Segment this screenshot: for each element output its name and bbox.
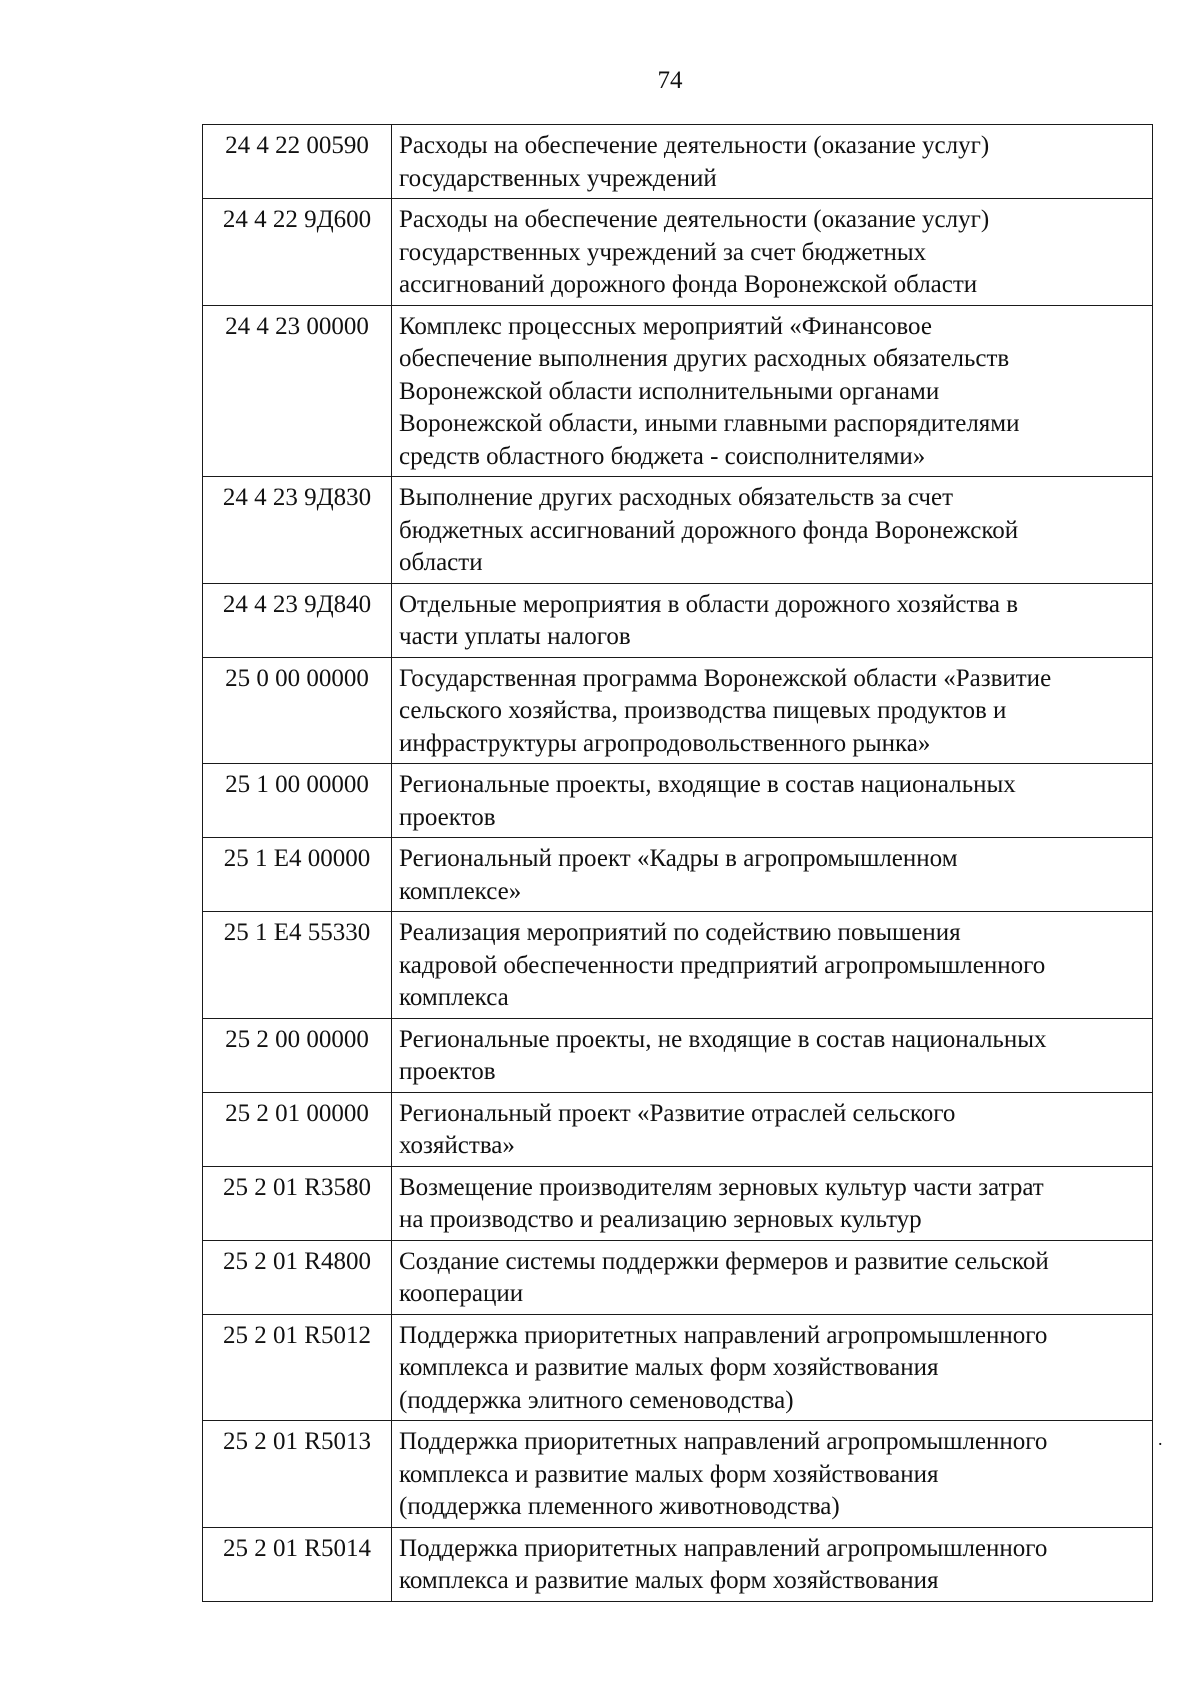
classification-code: 25 2 00 00000 (203, 1018, 392, 1092)
description-line: бюджетных ассигнований дорожного фонда Воронежской (399, 516, 1019, 544)
description-line: Выполнение других расходных обязательств за счет (399, 484, 953, 511)
expense-description (392, 657, 1153, 764)
table-row (203, 1421, 1153, 1528)
table-row (203, 125, 1153, 199)
description-line: проектов (399, 803, 496, 831)
table-row (203, 912, 1153, 1019)
description-line: Региональный проект «Развитие отраслей сельского (399, 1099, 956, 1127)
expense-description (392, 1240, 1153, 1314)
table-row (203, 305, 1153, 477)
description-line: Государственная программа Воронежской области «Развитие (399, 664, 1052, 692)
description-line: проектов (399, 1058, 496, 1085)
expense-description (392, 125, 1153, 199)
description-line: Отдельные мероприятия в области дорожного хозяйства в (399, 590, 1019, 618)
table-row (203, 583, 1153, 657)
description-line: на производство и реализацию зерновых культур (399, 1206, 922, 1233)
description-line: Воронежской области, иными главными распорядителями (399, 410, 1020, 437)
table-row (203, 477, 1153, 584)
description-line: области (399, 549, 483, 576)
page-number: 74 (657, 67, 683, 94)
classification-code: 25 1 00 00000 (203, 764, 392, 838)
description-line: Поддержка приоритетных направлений агропромышленного (399, 1428, 1048, 1455)
description-line: Создание системы поддержки фермеров и развитие сельской (399, 1247, 1049, 1275)
budget-classification-table (202, 124, 1153, 1602)
table-row (203, 1527, 1153, 1601)
description-line: (поддержка племенного животноводства) (399, 1493, 840, 1520)
table-row (203, 657, 1153, 764)
expense-description (392, 1421, 1153, 1528)
expense-description (392, 912, 1153, 1019)
description-line: сельского хозяйства, производства пищевых продуктов и (399, 697, 1007, 724)
description-line: Расходы на обеспечение деятельности (оказание услуг) (399, 206, 990, 233)
description-line: Поддержка приоритетных направлений агропромышленного (399, 1534, 1048, 1562)
expense-description (392, 199, 1153, 306)
expense-description (392, 1527, 1153, 1601)
classification-code: 25 1 Е4 55330 (203, 912, 392, 1019)
expense-description (392, 477, 1153, 584)
classification-code: 25 2 01 R5013 (203, 1421, 392, 1528)
expense-description (392, 838, 1153, 912)
classification-code: 25 1 Е4 00000 (203, 838, 392, 912)
description-line: комплекса и развитие малых форм хозяйствования (399, 1567, 939, 1594)
expense-description (392, 1092, 1153, 1166)
classification-code: 24 4 22 00590 (203, 125, 392, 199)
description-line: Региональный проект «Кадры в агропромышленном (399, 845, 958, 872)
description-line: Реализация мероприятий по содействию повышения (399, 919, 961, 946)
classification-code: 25 2 01 R4800 (203, 1240, 392, 1314)
table-row (203, 1018, 1153, 1092)
description-line: Региональные проекты, входящие в состав национальных (399, 771, 1016, 798)
description-line: Региональные проекты, не входящие в состав национальных (399, 1025, 1047, 1053)
classification-code: 24 4 22 9Д600 (203, 199, 392, 306)
classification-code: 24 4 23 00000 (203, 305, 392, 477)
description-line: Комплекс процессных мероприятий «Финансовое (399, 312, 932, 340)
expense-description (392, 305, 1153, 477)
description-line: Воронежской области исполнительными органами (399, 377, 940, 405)
classification-code: 24 4 23 9Д830 (203, 477, 392, 584)
table-row (203, 764, 1153, 838)
table-row (203, 1314, 1153, 1421)
scan-mark: . (1158, 1429, 1163, 1449)
description-line: кадровой обеспеченности предприятий агропромышленного (399, 951, 1046, 979)
table-row (203, 1166, 1153, 1240)
description-line: государственных учреждений (399, 164, 717, 192)
description-line: средств областного бюджета - соисполнителями» (399, 442, 926, 470)
classification-code: 25 2 01 R5012 (203, 1314, 392, 1421)
classification-code: 25 2 01 R5014 (203, 1527, 392, 1601)
description-line: Поддержка приоритетных направлений агропромышленного (399, 1321, 1048, 1349)
description-line: государственных учреждений за счет бюджетных (399, 238, 927, 266)
expense-description (392, 583, 1153, 657)
description-line: части уплаты налогов (399, 623, 631, 650)
description-line: (поддержка элитного семеноводства) (399, 1386, 794, 1414)
table-row (203, 1092, 1153, 1166)
description-line: комплекса и развитие малых форм хозяйствования (399, 1460, 939, 1488)
description-line: комплексе» (399, 877, 522, 905)
description-line: кооперации (399, 1280, 524, 1307)
description-line: комплекса и развитие малых форм хозяйствования (399, 1354, 939, 1381)
description-line: Расходы на обеспечение деятельности (оказание услуг) (399, 132, 990, 159)
classification-code: 25 2 01 R3580 (203, 1166, 392, 1240)
expense-description (392, 764, 1153, 838)
table-row (203, 838, 1153, 912)
description-line: хозяйства» (399, 1132, 515, 1159)
classification-code: 25 2 01 00000 (203, 1092, 392, 1166)
description-line: обеспечение выполнения других расходных обязательств (399, 345, 1010, 372)
description-line: Возмещение производителям зерновых культур части затрат (399, 1173, 1044, 1201)
table-row (203, 1240, 1153, 1314)
expense-description (392, 1018, 1153, 1092)
table-body (203, 125, 1153, 1602)
expense-description (392, 1314, 1153, 1421)
classification-code: 24 4 23 9Д840 (203, 583, 392, 657)
expense-description (392, 1166, 1153, 1240)
description-line: комплекса (399, 984, 509, 1011)
table-row (203, 199, 1153, 306)
description-line: ассигнований дорожного фонда Воронежской области (399, 271, 978, 298)
description-line: инфраструктуры агропродовольственного рынка» (399, 729, 931, 757)
classification-code: 25 0 00 00000 (203, 657, 392, 764)
